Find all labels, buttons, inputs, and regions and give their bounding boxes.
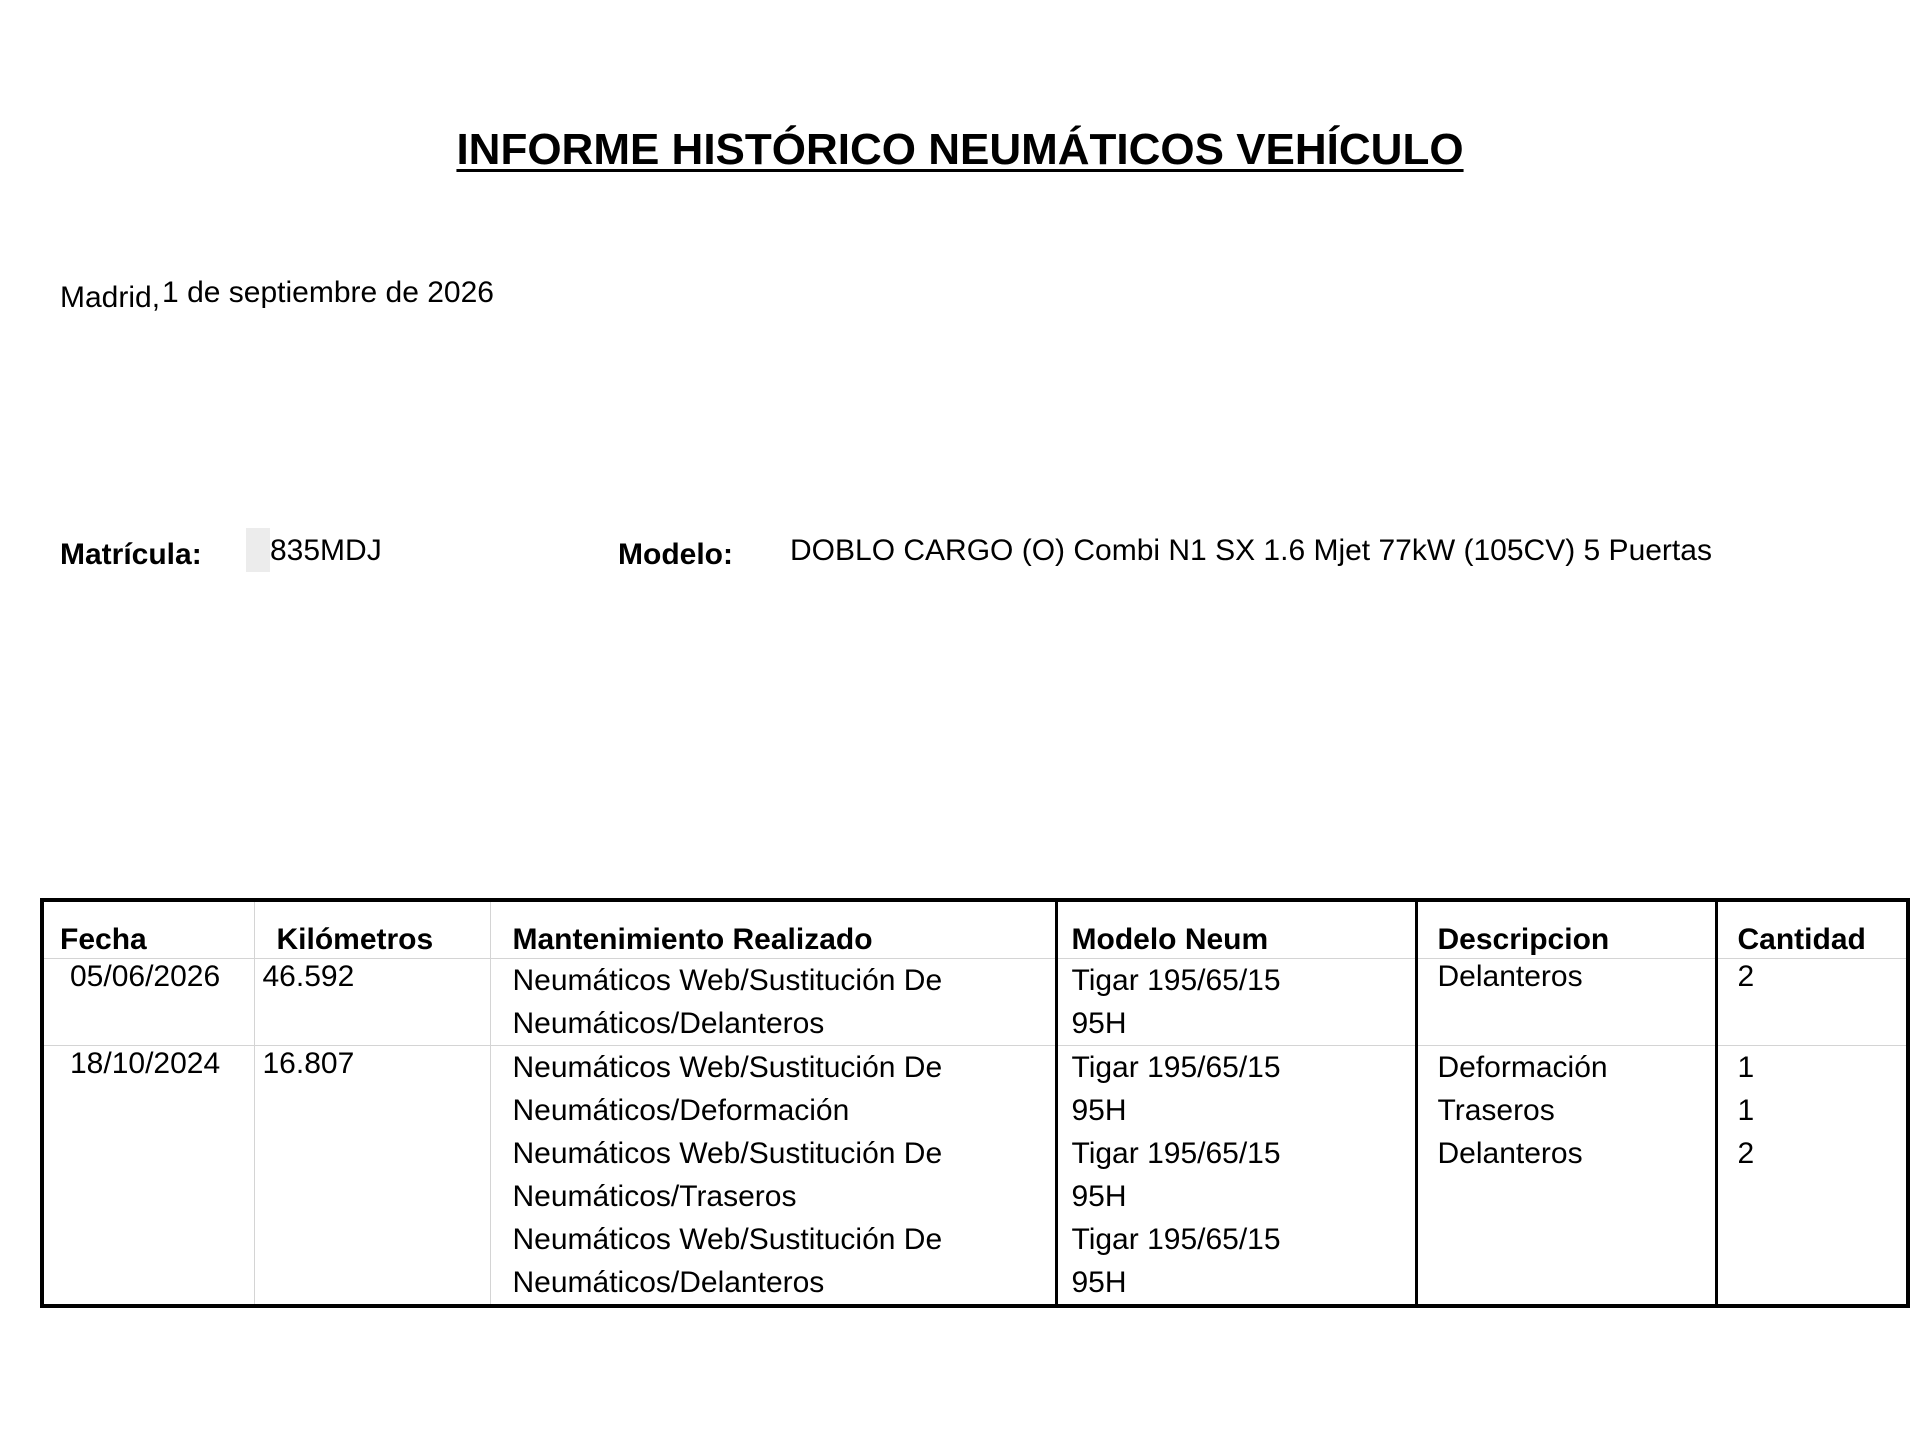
cell-line: Neumáticos Web/Sustitución De [512,1223,943,1256]
plate-label: Matrícula: [60,538,202,571]
cell-mantenimiento [490,959,1056,1046]
cell-line: 2 [1737,960,1755,993]
cell-line: Tigar 195/65/15 [1071,1223,1281,1256]
cell-line: Neumáticos Web/Sustitución De [512,1137,943,1170]
cell-line: Neumáticos/Traseros [512,1180,797,1213]
header-descripcion: Descripcion [1416,900,1716,959]
cell-line: Neumáticos/Delanteros [512,1266,825,1299]
cell-modelo-neum [1056,959,1416,1046]
report-title: INFORME HISTÓRICO NEUMÁTICOS VEHÍCULO [456,125,1464,174]
date-value: 1 de septiembre de 2026 [162,276,494,309]
table-row [42,959,1908,1046]
cell-line: Deformación [1437,1051,1608,1084]
cell-fecha: 05/06/2026 [42,959,254,1046]
cell-line: Neumáticos Web/Sustitución De [512,1051,943,1084]
tyre-history-table [40,898,1910,1308]
cell-mantenimiento [490,1046,1056,1307]
table-row [42,1046,1908,1307]
report-date [60,276,494,314]
table-header-row [42,900,1908,959]
date-city: Madrid, [60,281,161,314]
model-label: Modelo: [618,538,733,571]
model-value: DOBLO CARGO (O) Combi N1 SX 1.6 Mjet 77kW (105CV) 5 Puertas [790,534,1712,567]
cell-line: 2 [1737,1137,1755,1170]
cell-line: Neumáticos/Delanteros [512,1007,825,1040]
header-mantenimiento: Mantenimiento Realizado [490,900,1056,959]
cell-descripcion [1416,1046,1716,1307]
cell-line: Tigar 195/65/15 [1071,964,1281,997]
cell-line: Tigar 195/65/15 [1071,1051,1281,1084]
cell-line: Delanteros [1437,1137,1583,1170]
cell-line: Delanteros [1437,960,1583,993]
cell-cantidad [1716,1046,1908,1307]
plate-value: 835MDJ [270,534,382,567]
cell-line: 95H [1071,1094,1127,1127]
cell-fecha: 18/10/2024 [42,1046,254,1307]
cell-line: 95H [1071,1007,1127,1040]
header-modelo-neum: Modelo Neum [1056,900,1416,959]
cell-line: 1 [1737,1094,1755,1127]
cell-line: 1 [1737,1051,1755,1084]
cell-kilometros: 16.807 [254,1046,490,1307]
cell-modelo-neum [1056,1046,1416,1307]
cell-cantidad [1716,959,1908,1046]
header-kilometros: Kilómetros [254,900,490,959]
cell-kilometros: 46.592 [254,959,490,1046]
cell-line: Neumáticos Web/Sustitución De [512,964,943,997]
plate-redaction-mark [246,528,270,572]
cell-line: Traseros [1437,1094,1555,1127]
cell-line: 95H [1071,1180,1127,1213]
cell-line: Neumáticos/Deformación [512,1094,850,1127]
cell-descripcion [1416,959,1716,1046]
cell-line: 95H [1071,1266,1127,1299]
header-cantidad: Cantidad [1716,900,1908,959]
header-fecha: Fecha [42,900,254,959]
cell-line: Tigar 195/65/15 [1071,1137,1281,1170]
